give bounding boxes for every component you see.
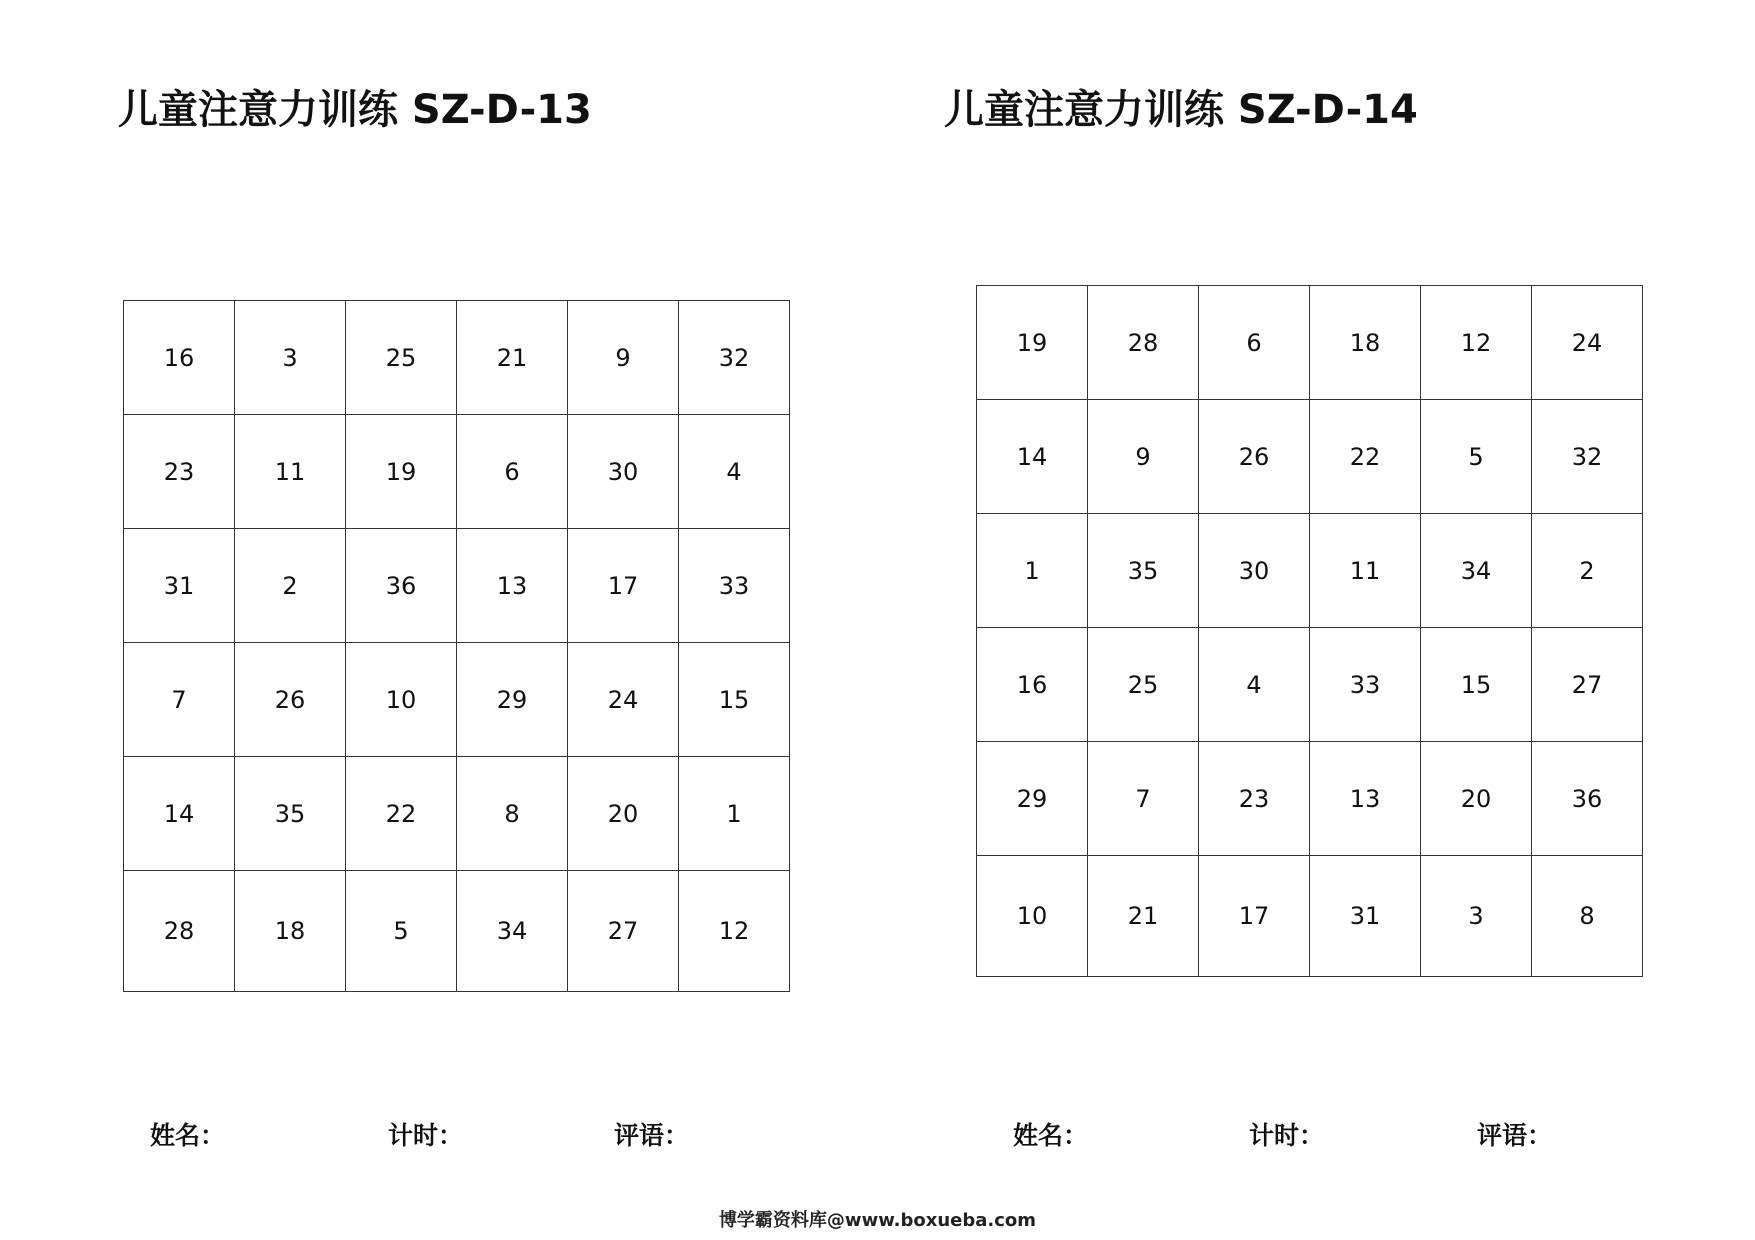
grid-cell: 5 [1421,400,1532,514]
grid-cell: 36 [346,529,457,643]
grid-cell: 20 [568,757,679,871]
grid-cell: 6 [1199,286,1310,400]
grid-cell: 15 [1421,628,1532,742]
worksheet-sz-d-14 [877,0,1754,1240]
grid-cell: 19 [346,415,457,529]
grid-cell: 34 [1421,514,1532,628]
grid-cell: 33 [679,529,790,643]
grid-cell: 13 [1310,742,1421,856]
worksheet-sz-d-13 [0,0,877,1240]
grid-cell: 6 [457,415,568,529]
grid-cell: 22 [346,757,457,871]
grid-cell: 29 [977,742,1088,856]
grid-cell: 15 [679,643,790,757]
grid-row [977,856,1643,977]
name-field-label: 姓名： [150,1121,226,1150]
grid-row [977,742,1643,856]
grid-row [124,643,790,757]
grid-cell: 10 [977,856,1088,977]
worksheet-fields [0,1118,877,1158]
grid-cell: 12 [1421,286,1532,400]
grid-cell: 13 [457,529,568,643]
grid-cell: 32 [1532,400,1643,514]
grid-cell: 21 [457,301,568,415]
grid-cell: 28 [124,871,235,992]
schulte-grid [976,285,1643,977]
grid-cell: 21 [1088,856,1199,977]
schulte-grid [123,300,790,992]
grid-cell: 31 [1310,856,1421,977]
grid-cell: 18 [235,871,346,992]
grid-cell: 3 [1421,856,1532,977]
grid-row [124,871,790,992]
source-watermark: 博学霸资料库@www.boxueba.com [718,1210,1037,1231]
grid-cell: 23 [1199,742,1310,856]
grid-cell: 29 [457,643,568,757]
grid-row [977,628,1643,742]
grid-cell: 2 [235,529,346,643]
grid-cell: 9 [1088,400,1199,514]
grid-cell: 17 [568,529,679,643]
grid-cell: 7 [1088,742,1199,856]
worksheet-title: 儿童注意力训练 SZ-D-13 [118,87,592,133]
grid-cell: 1 [679,757,790,871]
time-field-label: 计时： [1249,1121,1325,1150]
grid-row [124,757,790,871]
grid-cell: 5 [346,871,457,992]
grid-row [124,529,790,643]
grid-cell: 32 [679,301,790,415]
comment-field-label: 评语： [1477,1121,1553,1150]
grid-cell: 26 [1199,400,1310,514]
grid-cell: 26 [235,643,346,757]
grid-cell: 20 [1421,742,1532,856]
grid-cell: 33 [1310,628,1421,742]
grid-cell: 22 [1310,400,1421,514]
grid-cell: 19 [977,286,1088,400]
grid-cell: 8 [1532,856,1643,977]
grid-cell: 16 [977,628,1088,742]
grid-cell: 4 [679,415,790,529]
grid-cell: 1 [977,514,1088,628]
grid-cell: 11 [1310,514,1421,628]
grid-cell: 31 [124,529,235,643]
grid-cell: 18 [1310,286,1421,400]
comment-field-label: 评语： [614,1121,690,1150]
grid-cell: 24 [568,643,679,757]
worksheet-fields [877,1118,1754,1158]
grid-cell: 23 [124,415,235,529]
grid-cell: 35 [235,757,346,871]
name-field-label: 姓名： [1013,1121,1089,1150]
grid-cell: 35 [1088,514,1199,628]
grid-cell: 17 [1199,856,1310,977]
grid-row [124,415,790,529]
grid-cell: 8 [457,757,568,871]
grid-cell: 12 [679,871,790,992]
grid-cell: 25 [346,301,457,415]
grid-cell: 25 [1088,628,1199,742]
grid-cell: 27 [1532,628,1643,742]
grid-cell: 30 [568,415,679,529]
grid-row [977,400,1643,514]
grid-cell: 4 [1199,628,1310,742]
grid-cell: 16 [124,301,235,415]
time-field-label: 计时： [388,1121,464,1150]
grid-cell: 27 [568,871,679,992]
grid-cell: 7 [124,643,235,757]
grid-row [124,301,790,415]
grid-cell: 14 [124,757,235,871]
grid-cell: 28 [1088,286,1199,400]
grid-row [977,514,1643,628]
grid-cell: 11 [235,415,346,529]
grid-cell: 9 [568,301,679,415]
grid-row [977,286,1643,400]
grid-cell: 2 [1532,514,1643,628]
grid-cell: 10 [346,643,457,757]
grid-cell: 34 [457,871,568,992]
grid-cell: 14 [977,400,1088,514]
worksheet-title: 儿童注意力训练 SZ-D-14 [944,87,1418,133]
grid-cell: 36 [1532,742,1643,856]
grid-cell: 30 [1199,514,1310,628]
grid-cell: 3 [235,301,346,415]
grid-cell: 24 [1532,286,1643,400]
